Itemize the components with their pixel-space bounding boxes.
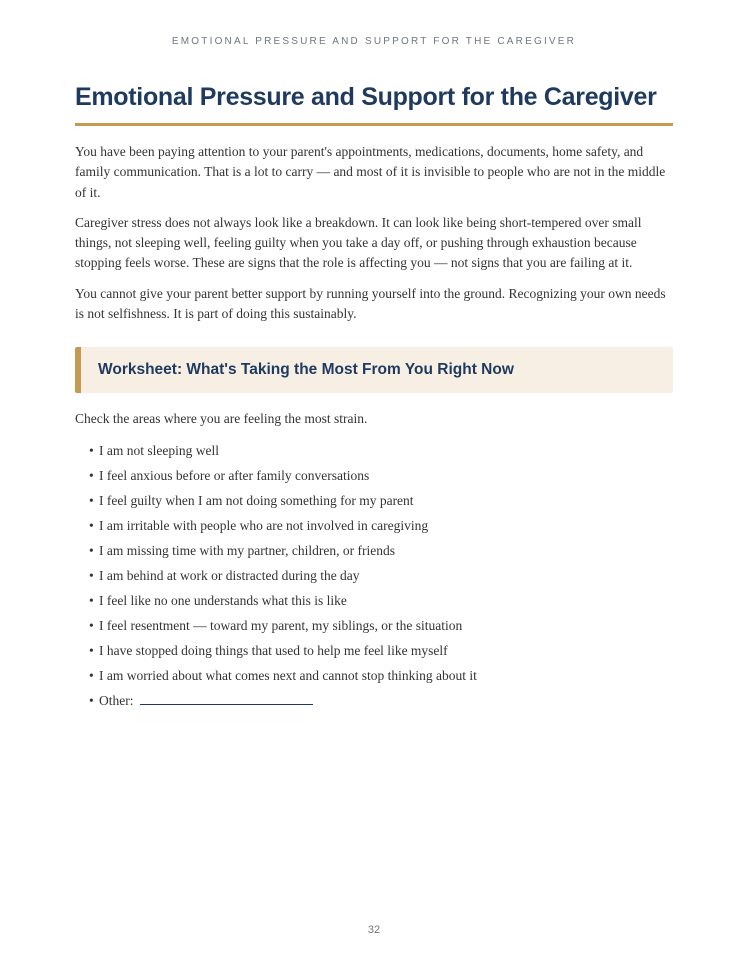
- bullet-icon: •: [89, 443, 94, 459]
- intro-section: [75, 142, 673, 324]
- page-title: Emotional Pressure and Support for the Caregiver: [75, 80, 673, 126]
- checklist-item: [89, 563, 673, 588]
- bullet-icon: •: [89, 618, 94, 634]
- intro-paragraph-2: Caregiver stress does not always look like a breakdown. It can look like being short-tempered over small things, not sleeping well, feeling guilty when you take a day off, or pushing through exhaustion because stopping feels worse. These are signs that the role is affecting you — not signs that you are failing at it.: [75, 214, 642, 271]
- intro-paragraph-1: You have been paying attention to your parent's appointments, medications, documents, home safety, and family communication. That is a lot to carry — and most of it is invisible to people who are not in the middle of it.: [75, 144, 666, 200]
- worksheet-title: Worksheet: What's Taking the Most From You Right Now: [98, 361, 514, 379]
- checklist-item: [89, 513, 673, 538]
- bullet-icon: •: [89, 493, 94, 509]
- checklist-item-label: I feel resentment — toward my parent, my siblings, or the situation: [99, 618, 463, 634]
- checklist-item: [89, 638, 673, 663]
- checklist-item-label: I feel guilty when I am not doing something for my parent: [99, 493, 414, 509]
- other-label: Other:: [99, 693, 134, 709]
- checklist-item-label: I am behind at work or distracted during the day: [99, 568, 360, 584]
- page-number: 32: [367, 924, 381, 936]
- checklist-item-label: I am irritable with people who are not involved in caregiving: [99, 518, 429, 534]
- checklist-item: [89, 613, 673, 638]
- checklist-item: [89, 438, 673, 463]
- checklist-item-label: I am missing time with my partner, children, or friends: [99, 543, 396, 559]
- checklist-item: [89, 538, 673, 563]
- bullet-icon: •: [89, 668, 94, 684]
- page-content: [75, 80, 673, 713]
- strain-checklist: [75, 438, 673, 713]
- checklist-item: [89, 488, 673, 513]
- checklist-item-other: [89, 688, 673, 713]
- bullet-icon: •: [89, 693, 94, 709]
- intro-paragraph-3: You cannot give your parent better support by running yourself into the ground. Recognizing your own needs is not selfishness. It is part of doing this sustainably.: [75, 285, 666, 322]
- bullet-icon: •: [89, 468, 94, 484]
- checklist-item-label: I feel anxious before or after family conversations: [99, 468, 370, 484]
- worksheet-instructions: Check the areas where you are feeling the most strain.: [75, 411, 368, 427]
- bullet-icon: •: [89, 518, 94, 534]
- running-header: EMOTIONAL PRESSURE AND SUPPORT FOR THE CAREGIVER: [171, 36, 577, 47]
- worksheet-callout: [75, 347, 673, 393]
- checklist-item-label: I have stopped doing things that used to help me feel like myself: [99, 643, 448, 659]
- checklist-item: [89, 463, 673, 488]
- checklist-item: [89, 588, 673, 613]
- checklist-item: [89, 663, 673, 688]
- bullet-icon: •: [89, 593, 94, 609]
- checklist-item-label: I am worried about what comes next and cannot stop thinking about it: [99, 668, 477, 684]
- checklist-item-label: I am not sleeping well: [99, 443, 219, 459]
- other-write-in-line[interactable]: [140, 690, 313, 705]
- bullet-icon: •: [89, 568, 94, 584]
- bullet-icon: •: [89, 543, 94, 559]
- checklist-item-label: I feel like no one understands what this is like: [99, 593, 347, 609]
- bullet-icon: •: [89, 643, 94, 659]
